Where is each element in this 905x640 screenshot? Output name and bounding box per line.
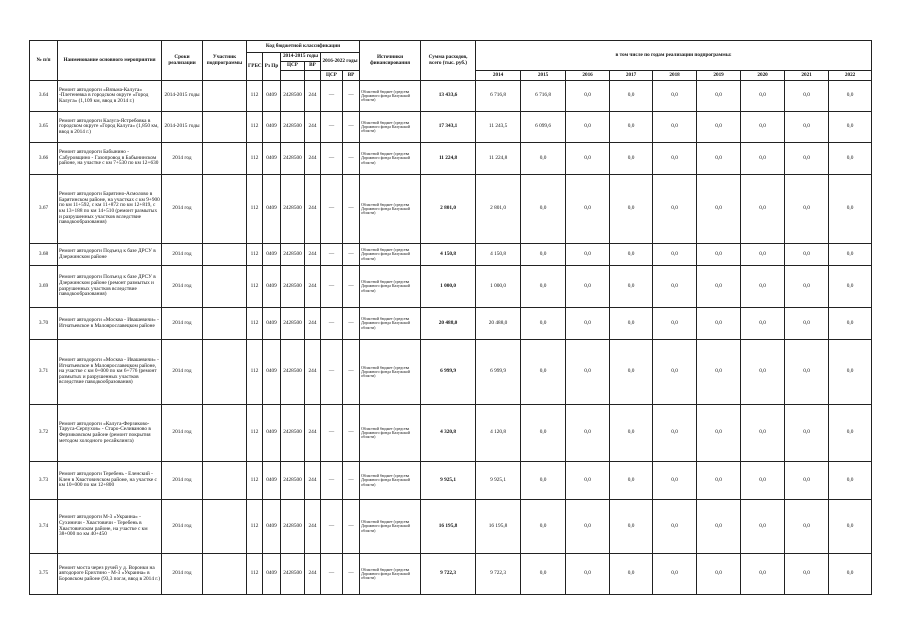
row-year-value: 0,0 bbox=[610, 308, 653, 340]
col-rzpr: Рз Пр bbox=[263, 53, 281, 81]
row-number: 3.73 bbox=[30, 462, 58, 500]
row-number: 3.72 bbox=[30, 405, 58, 462]
row-participant bbox=[203, 266, 247, 308]
row-year-value: 0,0 bbox=[566, 175, 610, 244]
row-sum: 9 925,1 bbox=[421, 462, 476, 500]
table-row bbox=[30, 554, 872, 595]
row-csr: 2428500 bbox=[281, 405, 305, 462]
row-rzpr: 0409 bbox=[263, 81, 281, 112]
row-source: Областной бюджет (средства Дорожного фонда Калужской области) bbox=[360, 81, 421, 112]
row-year-value: 0,0 bbox=[653, 500, 697, 554]
row-vr: 244 bbox=[305, 405, 321, 462]
row-number: 3.65 bbox=[30, 112, 58, 143]
row-name: Ремонт автодороги «Москва - Ивашевичи» - Игнатьевское в Малоярославецком районе bbox=[58, 308, 162, 340]
row-csr: 2428500 bbox=[281, 244, 305, 266]
row-rzpr: 0409 bbox=[263, 143, 281, 175]
table-row bbox=[30, 143, 872, 175]
row-vr2: — bbox=[343, 462, 360, 500]
row-vr2: — bbox=[343, 143, 360, 175]
row-vr: 244 bbox=[305, 112, 321, 143]
row-name: Ремонт автодороги «Калуга-Ферзиково-Таруса-Серпухов» - Старо-Селивановo в Ферзиковском районе (ремонт покрытия методом холодного ресайклинга) bbox=[58, 405, 162, 462]
col-term: Сроки реализации bbox=[162, 41, 203, 81]
table-row bbox=[30, 175, 872, 244]
row-csr: 2428500 bbox=[281, 500, 305, 554]
table-body bbox=[30, 81, 872, 595]
row-grbs: 112 bbox=[247, 340, 263, 405]
row-year-value: 0,0 bbox=[697, 266, 741, 308]
row-csr: 2428500 bbox=[281, 81, 305, 112]
row-year-value: 0,0 bbox=[521, 175, 566, 244]
row-year-value: 0,0 bbox=[785, 405, 829, 462]
row-year-value: 0,0 bbox=[566, 244, 610, 266]
row-number: 3.64 bbox=[30, 81, 58, 112]
row-year-value: 0,0 bbox=[566, 340, 610, 405]
row-year-value: 0,0 bbox=[785, 340, 829, 405]
row-source: Областной бюджет (средства Дорожного фонда Калужской области) bbox=[360, 554, 421, 595]
row-vr: 244 bbox=[305, 554, 321, 595]
row-sum: 17 343,1 bbox=[421, 112, 476, 143]
row-year-value: 0,0 bbox=[785, 308, 829, 340]
row-year-value: 0,0 bbox=[829, 112, 872, 143]
row-year-value: 0,0 bbox=[697, 554, 741, 595]
row-year-value: 0,0 bbox=[829, 405, 872, 462]
row-year-value: 0,0 bbox=[829, 554, 872, 595]
row-year-value: 0,0 bbox=[829, 175, 872, 244]
col-csr-empty bbox=[281, 71, 305, 81]
row-year-value: 0,0 bbox=[610, 554, 653, 595]
row-term: 2014 год bbox=[162, 175, 203, 244]
row-rzpr: 0409 bbox=[263, 554, 281, 595]
row-source: Областной бюджет (средства Дорожного фонда Калужской области) bbox=[360, 143, 421, 175]
row-rzpr: 0409 bbox=[263, 462, 281, 500]
row-number: 3.75 bbox=[30, 554, 58, 595]
row-participant bbox=[203, 143, 247, 175]
row-year-value: 0,0 bbox=[829, 500, 872, 554]
row-year-value: 0,0 bbox=[829, 462, 872, 500]
row-year-value: 0,0 bbox=[610, 81, 653, 112]
row-year-value: 0,0 bbox=[610, 462, 653, 500]
row-vr: 244 bbox=[305, 143, 321, 175]
row-year-value: 0,0 bbox=[741, 266, 785, 308]
row-year-value: 0,0 bbox=[521, 308, 566, 340]
row-year-value: 0,0 bbox=[566, 81, 610, 112]
row-grbs: 112 bbox=[247, 112, 263, 143]
row-year-value: 0,0 bbox=[785, 175, 829, 244]
row-year-value: 0,0 bbox=[697, 340, 741, 405]
row-csr2: — bbox=[321, 554, 343, 595]
row-year-value: 0,0 bbox=[741, 500, 785, 554]
col-source: Источники финансирования bbox=[360, 41, 421, 81]
col-participant: Участник подпрограммы bbox=[203, 41, 247, 81]
row-number: 3.71 bbox=[30, 340, 58, 405]
row-year-value: 11 243,5 bbox=[476, 112, 521, 143]
row-vr2: — bbox=[343, 554, 360, 595]
row-source: Областной бюджет (средства Дорожного фонда Калужской области) bbox=[360, 340, 421, 405]
col-csr2: ЦСР bbox=[321, 71, 343, 81]
col-year-2022: 2022 bbox=[829, 71, 872, 81]
row-year-value: 0,0 bbox=[741, 112, 785, 143]
col-budget-code: Код бюджетной классификации bbox=[247, 41, 360, 53]
row-year-value: 0,0 bbox=[653, 175, 697, 244]
row-term: 2014 год bbox=[162, 405, 203, 462]
row-vr: 244 bbox=[305, 500, 321, 554]
row-csr2: — bbox=[321, 500, 343, 554]
row-year-value: 0,0 bbox=[566, 462, 610, 500]
row-grbs: 112 bbox=[247, 462, 263, 500]
row-year-value: 0,0 bbox=[785, 143, 829, 175]
row-year-value: 9 925,1 bbox=[476, 462, 521, 500]
row-year-value: 0,0 bbox=[521, 143, 566, 175]
row-term: 2014 год bbox=[162, 244, 203, 266]
row-year-value: 0,0 bbox=[521, 554, 566, 595]
row-vr2: — bbox=[343, 405, 360, 462]
row-grbs: 112 bbox=[247, 405, 263, 462]
row-year-value: 0,0 bbox=[566, 405, 610, 462]
row-sum: 1 000,0 bbox=[421, 266, 476, 308]
row-csr: 2428500 bbox=[281, 143, 305, 175]
row-year-value: 0,0 bbox=[697, 462, 741, 500]
row-year-value: 0,0 bbox=[697, 308, 741, 340]
row-grbs: 112 bbox=[247, 244, 263, 266]
row-csr: 2428500 bbox=[281, 266, 305, 308]
row-year-value: 0,0 bbox=[610, 266, 653, 308]
row-year-value: 6 716,8 bbox=[521, 81, 566, 112]
row-source: Областной бюджет (средства Дорожного фонда Калужской области) bbox=[360, 266, 421, 308]
row-year-value: 0,0 bbox=[610, 175, 653, 244]
row-year-value: 0,0 bbox=[741, 462, 785, 500]
row-year-value: 0,0 bbox=[697, 81, 741, 112]
row-term: 2014-2015 годы bbox=[162, 112, 203, 143]
col-period1: 2014-2015 годы bbox=[281, 53, 321, 62]
row-name: Ремонт автодороги Подъезд к базе ДРСУ в Дзержинском районе bbox=[58, 244, 162, 266]
row-csr2: — bbox=[321, 462, 343, 500]
row-participant bbox=[203, 462, 247, 500]
row-year-value: 0,0 bbox=[741, 405, 785, 462]
row-year-value: 16 195,8 bbox=[476, 500, 521, 554]
col-num: № п/п bbox=[30, 41, 58, 81]
row-year-value: 11 224,8 bbox=[476, 143, 521, 175]
row-year-value: 0,0 bbox=[741, 81, 785, 112]
row-year-value: 0,0 bbox=[653, 112, 697, 143]
row-participant bbox=[203, 554, 247, 595]
row-name: Ремонт автодороги Теребень - Еленский - Клен в Хвастовичском районе, на участке с км 10+000 по км 12+800 bbox=[58, 462, 162, 500]
row-sum: 2 801,0 bbox=[421, 175, 476, 244]
row-year-value: 0,0 bbox=[829, 244, 872, 266]
col-vr: ВР bbox=[305, 62, 321, 71]
col-year-2018: 2018 bbox=[653, 71, 697, 81]
table-row bbox=[30, 462, 872, 500]
row-name: Ремонт автодороги М-3 «Украина» - Сухиничи - Хвастовичи - Теребень в Хвастовичском районе, на участке с км 38+000 по км 40+450 bbox=[58, 500, 162, 554]
row-year-value: 6 099,6 bbox=[521, 112, 566, 143]
row-year-value: 0,0 bbox=[697, 405, 741, 462]
row-csr2: — bbox=[321, 175, 343, 244]
row-name: Ремонт автодороги Барятино-Асмолово в Барятинском районе, на участках с км 9+900 по км 11+592, с км 11+872 по км 12+819, с км 13+188 по км 14+510 (ремонт размытых и разрушенных участков вследствие паводкообразования) bbox=[58, 175, 162, 244]
col-period2: 2016-2022 годы bbox=[321, 53, 360, 71]
row-sum: 20 488,0 bbox=[421, 308, 476, 340]
table-row bbox=[30, 266, 872, 308]
row-grbs: 112 bbox=[247, 81, 263, 112]
row-year-value: 0,0 bbox=[741, 308, 785, 340]
row-term: 2014 год bbox=[162, 554, 203, 595]
row-year-value: 0,0 bbox=[610, 500, 653, 554]
col-year-2016: 2016 bbox=[566, 71, 610, 81]
row-year-value: 0,0 bbox=[653, 405, 697, 462]
row-year-value: 0,0 bbox=[566, 143, 610, 175]
row-rzpr: 0409 bbox=[263, 405, 281, 462]
row-vr2: — bbox=[343, 266, 360, 308]
row-participant bbox=[203, 112, 247, 143]
row-csr2: — bbox=[321, 405, 343, 462]
row-year-value: 0,0 bbox=[697, 244, 741, 266]
row-sum: 11 224,8 bbox=[421, 143, 476, 175]
table-row bbox=[30, 308, 872, 340]
table-header bbox=[30, 41, 872, 81]
row-source: Областной бюджет (средства Дорожного фонда Калужской области) bbox=[360, 175, 421, 244]
row-year-value: 0,0 bbox=[697, 175, 741, 244]
row-source: Областной бюджет (средства Дорожного фонда Калужской области) bbox=[360, 244, 421, 266]
row-name: Ремонт автодороги Полъезд к базе ДРСУ в Дзержинском районе (ремонт размытых и разрушенных участков вследствие паводкообразования) bbox=[58, 266, 162, 308]
col-year-2020: 2020 bbox=[741, 71, 785, 81]
row-term: 2014 год bbox=[162, 143, 203, 175]
row-year-value: 0,0 bbox=[785, 554, 829, 595]
row-vr: 244 bbox=[305, 340, 321, 405]
row-sum: 9 722,3 bbox=[421, 554, 476, 595]
row-year-value: 0,0 bbox=[785, 266, 829, 308]
row-year-value: 4 150,8 bbox=[476, 244, 521, 266]
row-name: Ремонт автодороги «Москва - Ивашевичи» - Игнатьевское в Малоярославецком районе, на участке с км 0+000 по км 6+776 (ремонт размытых и разрушенных участков вследствие паводкообразования) bbox=[58, 340, 162, 405]
row-rzpr: 0409 bbox=[263, 500, 281, 554]
row-grbs: 112 bbox=[247, 266, 263, 308]
row-number: 3.67 bbox=[30, 175, 58, 244]
col-year-2017: 2017 bbox=[610, 71, 653, 81]
row-rzpr: 0409 bbox=[263, 175, 281, 244]
row-csr: 2428500 bbox=[281, 340, 305, 405]
row-csr2: — bbox=[321, 112, 343, 143]
row-grbs: 112 bbox=[247, 554, 263, 595]
row-participant bbox=[203, 175, 247, 244]
row-year-value: 0,0 bbox=[653, 462, 697, 500]
row-csr2: — bbox=[321, 308, 343, 340]
row-name: Ремонт автодороги Калуга-Ястребовка в городском округе «Город Калуга» (1,850 км, ввод в 2014 г.) bbox=[58, 112, 162, 143]
row-year-value: 0,0 bbox=[610, 143, 653, 175]
row-number: 3.70 bbox=[30, 308, 58, 340]
row-vr2: — bbox=[343, 112, 360, 143]
row-grbs: 112 bbox=[247, 500, 263, 554]
row-year-value: 0,0 bbox=[785, 244, 829, 266]
row-name: Ремонт автодороги Бабынино - Сабуровщино - Газопровод в Бабынинском районе, на участке с км 7+530 по км 12+630 bbox=[58, 143, 162, 175]
row-number: 3.74 bbox=[30, 500, 58, 554]
col-vr2: ВР bbox=[343, 71, 360, 81]
row-participant bbox=[203, 340, 247, 405]
row-csr2: — bbox=[321, 340, 343, 405]
row-vr: 244 bbox=[305, 175, 321, 244]
row-csr: 2428500 bbox=[281, 308, 305, 340]
row-year-value: 0,0 bbox=[653, 244, 697, 266]
table-row bbox=[30, 244, 872, 266]
row-csr2: — bbox=[321, 81, 343, 112]
row-year-value: 0,0 bbox=[829, 81, 872, 112]
row-vr: 244 bbox=[305, 462, 321, 500]
row-csr: 2428500 bbox=[281, 175, 305, 244]
row-csr2: — bbox=[321, 266, 343, 308]
row-year-value: 0,0 bbox=[521, 266, 566, 308]
row-year-value: 2 801,0 bbox=[476, 175, 521, 244]
col-name: Наименование основного мероприятия bbox=[58, 41, 162, 81]
row-year-value: 0,0 bbox=[566, 112, 610, 143]
row-year-value: 0,0 bbox=[610, 340, 653, 405]
row-year-value: 0,0 bbox=[653, 81, 697, 112]
row-year-value: 0,0 bbox=[741, 244, 785, 266]
col-year-2014: 2014 bbox=[476, 71, 521, 81]
row-year-value: 0,0 bbox=[785, 81, 829, 112]
col-grbs: ГРБС bbox=[247, 53, 263, 81]
row-year-value: 0,0 bbox=[653, 266, 697, 308]
row-vr2: — bbox=[343, 81, 360, 112]
row-year-value: 4 120,8 bbox=[476, 405, 521, 462]
col-year-2021: 2021 bbox=[785, 71, 829, 81]
row-term: 2014 год bbox=[162, 500, 203, 554]
table-row bbox=[30, 405, 872, 462]
row-year-value: 0,0 bbox=[697, 143, 741, 175]
row-csr2: — bbox=[321, 244, 343, 266]
row-year-value: 1 000,0 bbox=[476, 266, 521, 308]
row-year-value: 0,0 bbox=[521, 500, 566, 554]
row-source: Областной бюджет (средства Дорожного фонда Калужской области) bbox=[360, 500, 421, 554]
row-year-value: 0,0 bbox=[653, 308, 697, 340]
row-year-value: 6 716,8 bbox=[476, 81, 521, 112]
row-number: 3.68 bbox=[30, 244, 58, 266]
row-name: Ремонт моста через ручей у д. Воронки на автодороге Ерихтино - М-3 «Украина» в Боровском районе (93,3 пог.м, ввод в 2014 г.) bbox=[58, 554, 162, 595]
col-vr-empty bbox=[305, 71, 321, 81]
row-year-value: 0,0 bbox=[741, 175, 785, 244]
row-number: 3.66 bbox=[30, 143, 58, 175]
row-year-value: 0,0 bbox=[521, 244, 566, 266]
row-year-value: 0,0 bbox=[653, 340, 697, 405]
row-rzpr: 0409 bbox=[263, 244, 281, 266]
row-term: 2014-2015 годы bbox=[162, 81, 203, 112]
row-sum: 13 433,6 bbox=[421, 81, 476, 112]
row-name: Ремонт автодороги «Вязьма-Калуга» -Плетеневка в городском округе «Город Калуга» (1,109 км, ввод в 2014 г.) bbox=[58, 81, 162, 112]
col-year-2015: 2015 bbox=[521, 71, 566, 81]
row-sum: 16 195,8 bbox=[421, 500, 476, 554]
row-year-value: 0,0 bbox=[521, 405, 566, 462]
row-year-value: 0,0 bbox=[785, 112, 829, 143]
row-vr: 244 bbox=[305, 244, 321, 266]
row-year-value: 0,0 bbox=[829, 143, 872, 175]
col-by-years: в том числе по годам реализации подпрограммы: bbox=[476, 41, 872, 71]
row-term: 2014 год bbox=[162, 308, 203, 340]
row-year-value: 0,0 bbox=[653, 554, 697, 595]
row-participant bbox=[203, 244, 247, 266]
row-participant bbox=[203, 405, 247, 462]
row-year-value: 0,0 bbox=[521, 462, 566, 500]
row-year-value: 0,0 bbox=[829, 266, 872, 308]
row-year-value: 0,0 bbox=[741, 340, 785, 405]
row-csr2: — bbox=[321, 143, 343, 175]
row-year-value: 0,0 bbox=[566, 266, 610, 308]
row-sum: 4 150,8 bbox=[421, 244, 476, 266]
row-csr: 2428500 bbox=[281, 554, 305, 595]
col-csr: ЦСР bbox=[281, 62, 305, 71]
row-sum: 4 320,8 bbox=[421, 405, 476, 462]
row-year-value: 0,0 bbox=[566, 500, 610, 554]
row-term: 2014 год bbox=[162, 340, 203, 405]
row-grbs: 112 bbox=[247, 175, 263, 244]
row-vr: 244 bbox=[305, 81, 321, 112]
row-year-value: 0,0 bbox=[785, 462, 829, 500]
row-year-value: 6 999,9 bbox=[476, 340, 521, 405]
row-term: 2014 год bbox=[162, 266, 203, 308]
row-year-value: 0,0 bbox=[610, 244, 653, 266]
row-sum: 6 999,9 bbox=[421, 340, 476, 405]
row-rzpr: 0409 bbox=[263, 308, 281, 340]
row-participant bbox=[203, 81, 247, 112]
row-rzpr: 0409 bbox=[263, 266, 281, 308]
row-source: Областной бюджет (средства Дорожного фонда Калужской области) bbox=[360, 462, 421, 500]
row-rzpr: 0409 bbox=[263, 340, 281, 405]
row-vr2: — bbox=[343, 500, 360, 554]
row-vr: 244 bbox=[305, 308, 321, 340]
row-participant bbox=[203, 308, 247, 340]
table-row bbox=[30, 500, 872, 554]
row-number: 3.69 bbox=[30, 266, 58, 308]
row-year-value: 0,0 bbox=[741, 143, 785, 175]
table-row bbox=[30, 112, 872, 143]
row-rzpr: 0409 bbox=[263, 112, 281, 143]
row-year-value: 0,0 bbox=[566, 308, 610, 340]
col-sum: Сумма расходов, всего (тыс. руб.) bbox=[421, 41, 476, 81]
row-csr: 2428500 bbox=[281, 462, 305, 500]
row-year-value: 0,0 bbox=[521, 340, 566, 405]
row-term: 2014 год bbox=[162, 462, 203, 500]
row-csr: 2428500 bbox=[281, 112, 305, 143]
row-year-value: 20 488,0 bbox=[476, 308, 521, 340]
row-year-value: 0,0 bbox=[653, 143, 697, 175]
row-year-value: 9 722,3 bbox=[476, 554, 521, 595]
row-vr2: — bbox=[343, 244, 360, 266]
row-vr2: — bbox=[343, 340, 360, 405]
table-row bbox=[30, 81, 872, 112]
row-source: Областной бюджет (средства Дорожного фонда Калужской области) bbox=[360, 112, 421, 143]
row-year-value: 0,0 bbox=[697, 112, 741, 143]
row-grbs: 112 bbox=[247, 308, 263, 340]
row-year-value: 0,0 bbox=[829, 308, 872, 340]
col-year-2019: 2019 bbox=[697, 71, 741, 81]
row-year-value: 0,0 bbox=[785, 500, 829, 554]
row-vr2: — bbox=[343, 308, 360, 340]
row-year-value: 0,0 bbox=[741, 554, 785, 595]
row-year-value: 0,0 bbox=[697, 500, 741, 554]
row-year-value: 0,0 bbox=[829, 340, 872, 405]
row-year-value: 0,0 bbox=[610, 405, 653, 462]
row-source: Областной бюджет (средства Дорожного фонда Калужской области) bbox=[360, 405, 421, 462]
row-vr: 244 bbox=[305, 266, 321, 308]
row-year-value: 0,0 bbox=[610, 112, 653, 143]
table-row bbox=[30, 340, 872, 405]
row-vr2: — bbox=[343, 175, 360, 244]
row-year-value: 0,0 bbox=[566, 554, 610, 595]
row-participant bbox=[203, 500, 247, 554]
row-grbs: 112 bbox=[247, 143, 263, 175]
program-table bbox=[29, 40, 872, 595]
row-source: Областной бюджет (средства Дорожного фонда Калужской области) bbox=[360, 308, 421, 340]
